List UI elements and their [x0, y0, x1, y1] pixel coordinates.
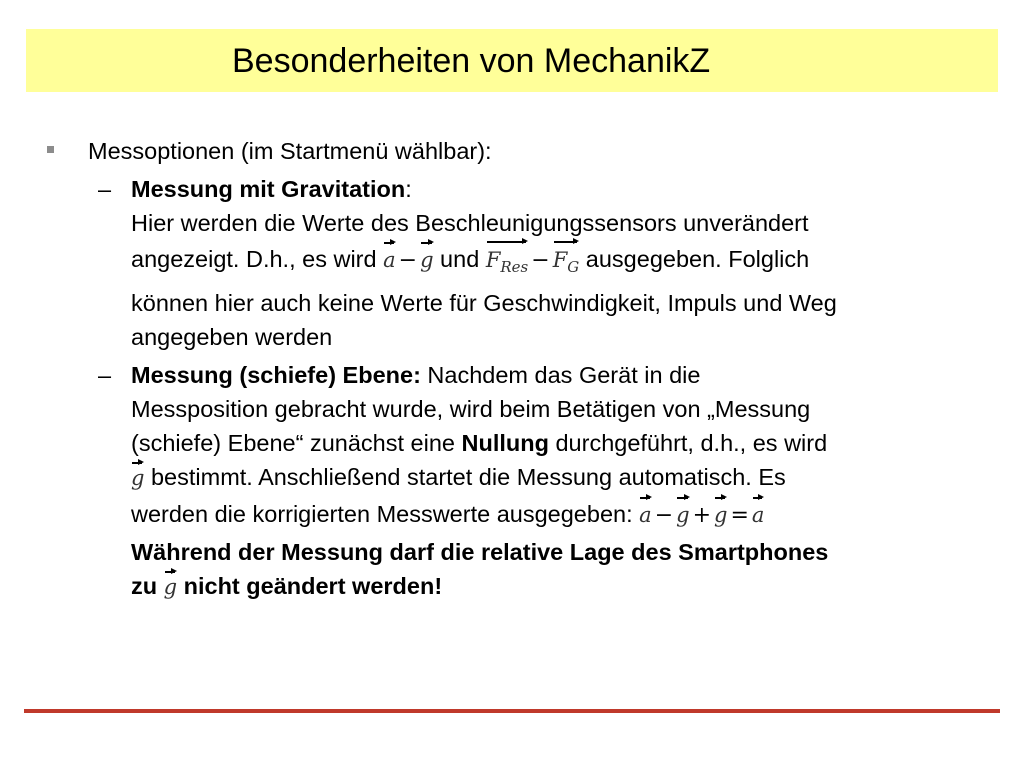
slide-title: Besonderheiten von MechanikZ [232, 42, 711, 80]
sub-bullet-ebene [44, 358, 984, 604]
ebene-line-3 [131, 426, 984, 460]
gravitation-heading-line [131, 172, 984, 206]
vector-g: g [714, 496, 727, 534]
ebene-line-4-text: bestimmt. Anschließend startet die Messung automatisch. Es [144, 464, 786, 490]
plus-sign: + [692, 503, 712, 528]
gravitation-line-2-start: angezeigt. D.h., es wird [131, 246, 384, 272]
gravitation-line-2 [131, 240, 984, 286]
title-bar [26, 29, 998, 92]
vector-a: a [639, 496, 652, 534]
minus-sign: − [398, 248, 418, 273]
slide-content [44, 134, 984, 604]
square-bullet-icon [47, 146, 54, 153]
gravitation-line-4: angegeben werden [131, 324, 333, 350]
vector-f-res [486, 240, 528, 286]
vector-a: a [383, 241, 396, 279]
f-res-symbol: F [485, 248, 501, 272]
ebene-line-3-end: durchgeführt, d.h., es wird [548, 430, 828, 456]
vector-g: g [164, 570, 177, 604]
minus-sign: − [654, 503, 674, 528]
gravitation-line-3: können hier auch keine Werte für Geschwindigkeit, Impuls und Weg [131, 290, 837, 316]
dash-bullet-icon: – [98, 176, 112, 202]
f-g-subscript: G [567, 258, 580, 276]
warning-line-2 [131, 569, 984, 604]
ebene-line-1-rest: Nachdem das Gerät in die [420, 362, 701, 388]
vector-f-g [553, 240, 580, 286]
ebene-heading: Messung (schiefe) Ebene: [131, 362, 421, 388]
vector-g: g [420, 241, 433, 279]
warning-line-1: Während der Messung darf die relative Lage des Smartphones [131, 539, 829, 565]
ebene-line-3-start: (schiefe) Ebene“ zunächst eine [131, 430, 462, 456]
minus-sign-2: − [531, 248, 550, 273]
f-g-symbol: F [552, 248, 568, 272]
ebene-line-1 [131, 358, 984, 392]
bullet-messoptionen-text: Messoptionen (im Startmenü wählbar): [88, 138, 492, 164]
ebene-line-4 [131, 460, 984, 495]
ebene-line-2: Messposition gebracht wurde, wird beim Betätigen von „Messung [131, 396, 811, 422]
ebene-line-5-text: werden die korrigierten Messwerte ausgegeben: [131, 501, 640, 527]
nullung-text: Nullung [461, 430, 549, 456]
sub-bullet-gravitation [44, 172, 984, 354]
vector-a: a [752, 496, 765, 534]
equals-sign: = [730, 503, 749, 528]
f-res-subscript: Res [500, 258, 529, 276]
gravitation-heading-colon: : [405, 176, 412, 202]
gravitation-line-1: Hier werden die Werte des Beschleunigungssensors unverändert [131, 210, 809, 236]
vector-g: g [676, 496, 689, 534]
bullet-messoptionen [44, 134, 984, 168]
gravitation-heading: Messung mit Gravitation [131, 176, 406, 202]
vector-g: g [131, 461, 144, 495]
gravitation-line-2-end: ausgegeben. Folglich [579, 246, 810, 272]
und-text: und [433, 246, 486, 272]
warning-line-2-end: nicht geändert werden! [177, 573, 443, 599]
dash-bullet-icon: – [98, 362, 112, 388]
bottom-divider [24, 709, 1000, 713]
ebene-line-5 [131, 495, 984, 535]
warning-line-2-start: zu [131, 573, 164, 599]
